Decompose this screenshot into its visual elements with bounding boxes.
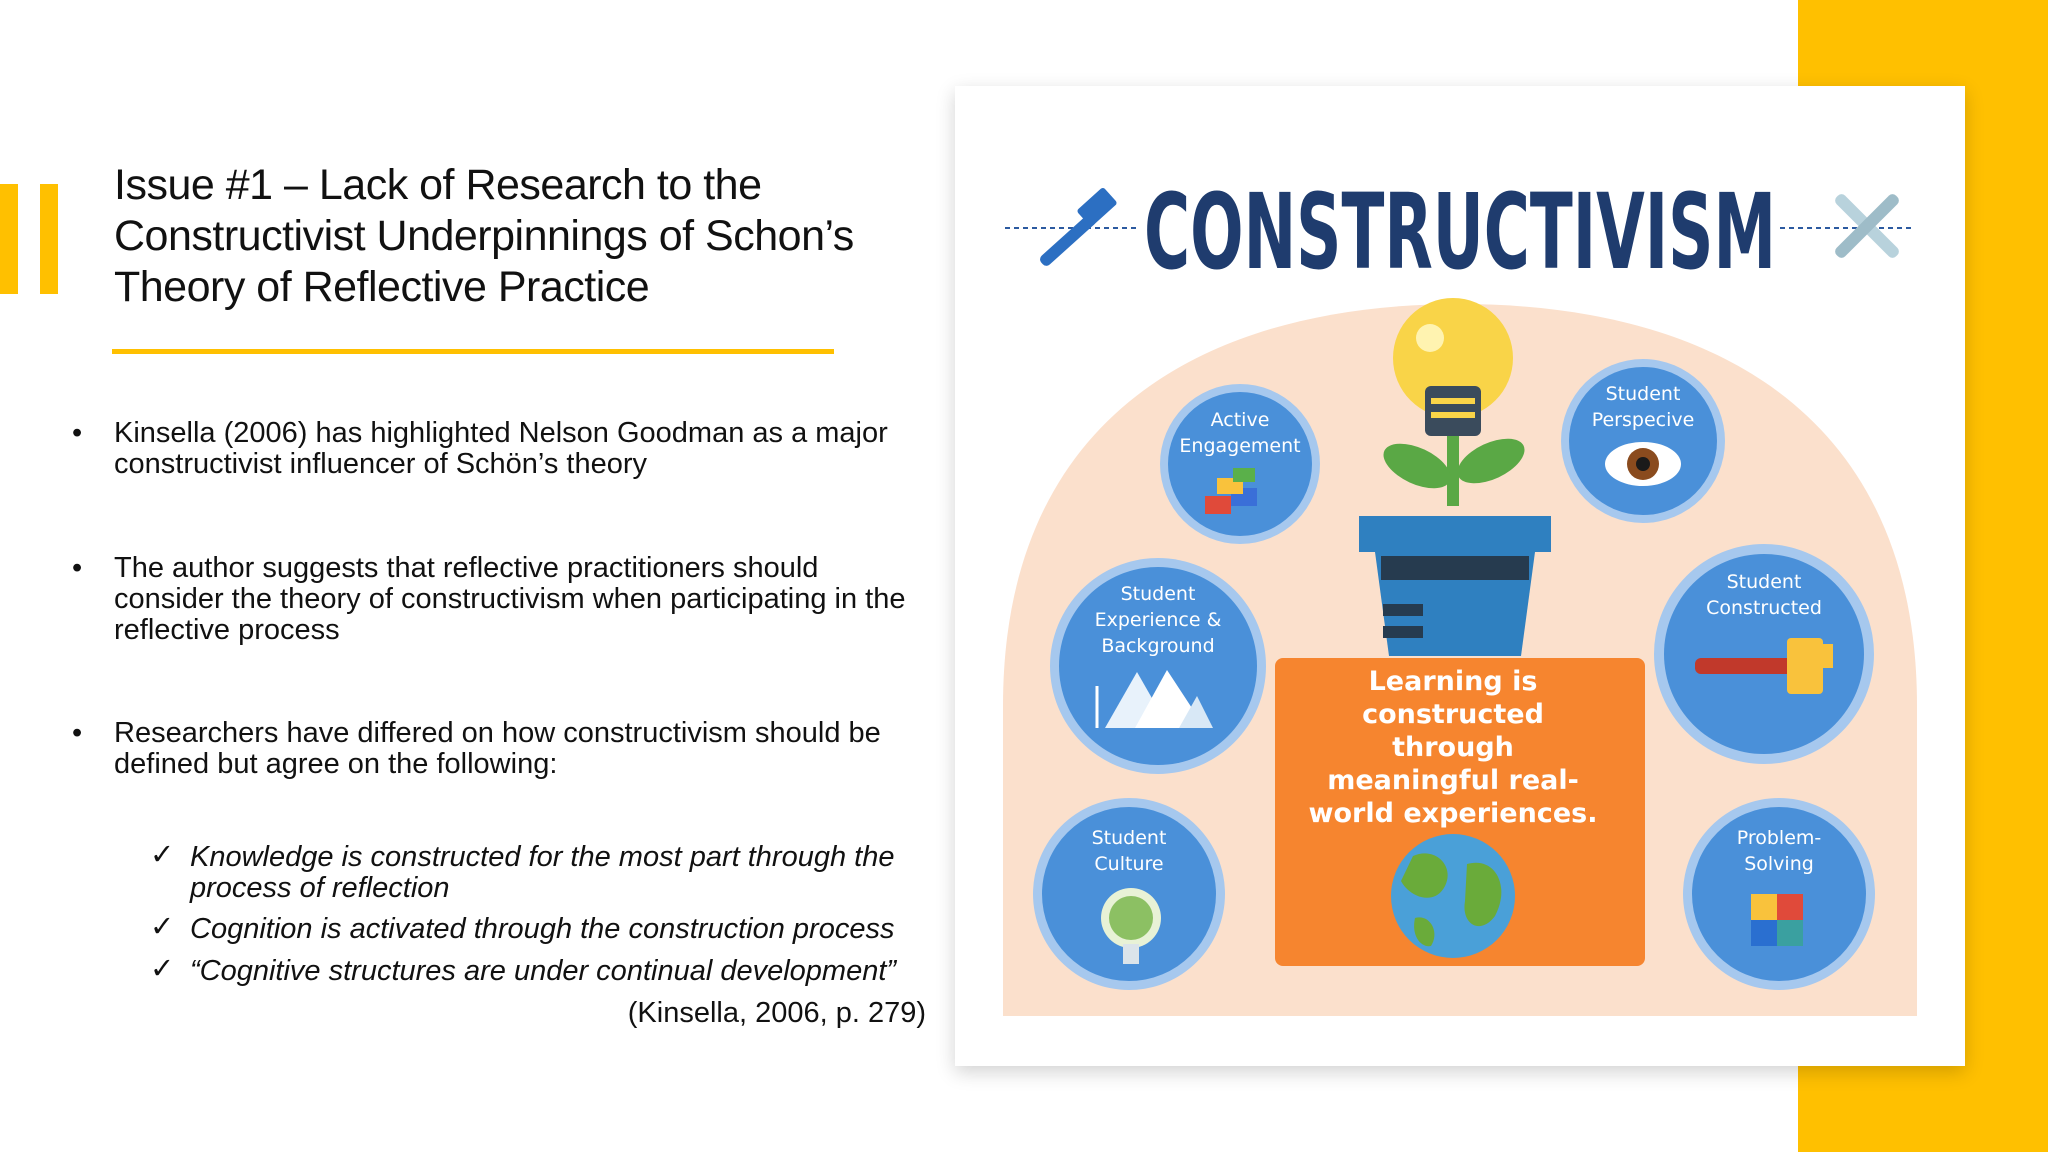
circle-label: Student	[1120, 583, 1196, 605]
puzzle-icon	[1751, 894, 1803, 946]
circle-label: Student	[1726, 571, 1802, 593]
center-text-line: world experiences.	[1308, 798, 1598, 829]
bullet-marker: •	[72, 552, 83, 584]
bullet-marker: •	[72, 417, 83, 449]
circle-label: Perspecive	[1591, 409, 1695, 431]
citation: (Kinsella, 2006, p. 279)	[627, 997, 926, 1029]
center-text-line: through	[1392, 732, 1514, 763]
circle-student-experience	[1050, 558, 1266, 774]
center-text-line: meaningful real-	[1327, 765, 1579, 796]
circle-label: Solving	[1744, 853, 1814, 875]
circle-label: Problem-	[1736, 827, 1822, 849]
center-text-line: constructed	[1362, 699, 1544, 730]
check-text: Knowledge is constructed for the most part through the process of reflection	[190, 841, 895, 904]
bullet-text: The author suggests that reflective practitioners should consider the theory of constructivism when participating in the reflective process	[114, 552, 906, 646]
check-text: “Cognitive structures are under continual development”	[190, 955, 897, 987]
circle-label: Student	[1091, 827, 1167, 849]
circle-label: Constructed	[1706, 597, 1822, 619]
slide-title: Issue #1 – Lack of Research to the Constructivist Underpinnings of Schon’s Theory of Reflective Practice	[114, 161, 854, 311]
accent-bar-right	[40, 184, 58, 294]
bullet-marker: •	[72, 717, 83, 749]
globe-icon	[1391, 834, 1515, 958]
check-icon: ✓	[150, 911, 175, 943]
center-text-line: Learning is	[1368, 666, 1538, 697]
circle-label: Culture	[1094, 853, 1164, 875]
circle-label: Experience &	[1094, 609, 1222, 631]
check-icon: ✓	[150, 953, 175, 985]
infographic-card	[955, 86, 1965, 1066]
eye-icon	[1605, 442, 1681, 486]
circle-problem-solving	[1683, 798, 1875, 990]
circle-student-perspective	[1561, 359, 1725, 523]
circle-active-engagement	[1160, 384, 1320, 544]
bullet-text: Kinsella (2006) has highlighted Nelson Goodman as a major constructivist influencer of Schön’s theory	[114, 417, 888, 480]
bullet-text: Researchers have differed on how constructivism should be defined but agree on the following:	[114, 717, 881, 780]
circle-student-culture	[1033, 798, 1225, 990]
check-icon: ✓	[150, 839, 175, 871]
circle-label: Active	[1210, 409, 1270, 431]
check-text: Cognition is activated through the construction process	[190, 913, 895, 945]
infographic-title: CONSTRUCTIVISM	[1144, 171, 1776, 293]
circle-student-constructed	[1654, 544, 1874, 764]
accent-bar-left	[0, 184, 18, 294]
circle-label: Student	[1605, 383, 1681, 405]
title-underline	[112, 349, 834, 354]
circle-label: Background	[1101, 635, 1215, 657]
constructivism-infographic	[955, 86, 1965, 1066]
tools-icon	[1833, 192, 1901, 260]
circle-label: Engagement	[1179, 435, 1301, 457]
